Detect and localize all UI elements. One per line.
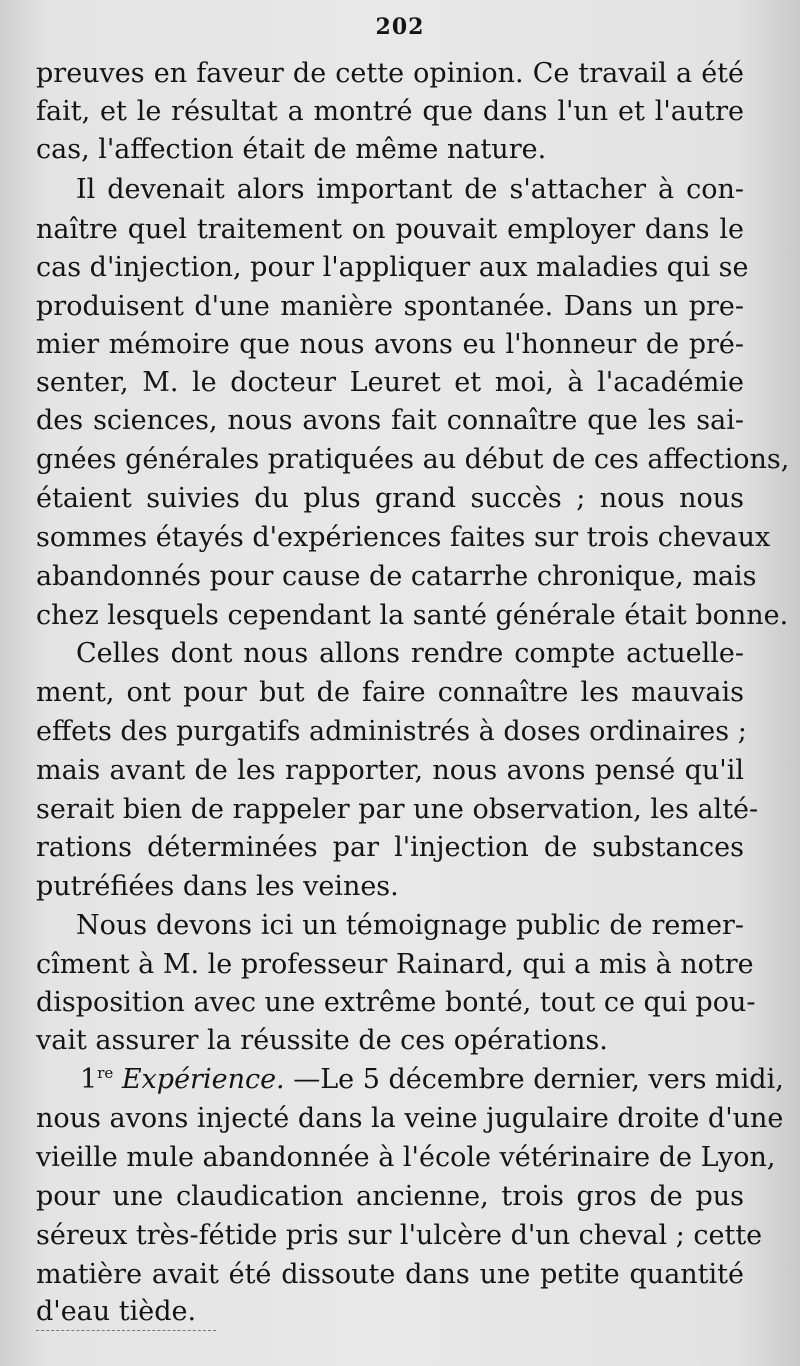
text-line: pour une claudication ancienne, trois gros de pus [36,1181,744,1212]
text-line: rations déterminées par l'injection de substances [36,832,744,863]
footer-rule [36,1330,216,1331]
text-line: naître quel traitement on pouvait employer dans le [36,214,744,245]
text-line: produisent d'une manière spontanée. Dans un pre- [36,291,744,322]
text-line: vait assurer la réussite de ces opérations. [36,1025,608,1056]
text-line: séreux très-fétide pris sur l'ulcère d'un cheval ; cette [36,1220,763,1251]
text-line: sommes étayés d'expériences faites sur trois chevaux [36,522,771,553]
text-line: d'eau tiède. [36,1296,197,1327]
text-line: étaient suivies du plus grand succès ; nous nous [36,483,744,514]
text-line: preuves en faveur de cette opinion. Ce travail a été [36,58,744,89]
experiment-heading-line [80,1061,784,1099]
text-line: senter, M. le docteur Leuret et moi, à l'académie [36,367,744,398]
text-line: mier mémoire que nous avons eu l'honneur de pré- [36,329,744,360]
text-line: mais avant de les rapporter, nous avons pensé qu'il [36,755,744,786]
experiment-title: Expérience. [121,1064,285,1095]
text-line: cas, l'affection était de même nature. [36,134,547,165]
text-line: Celles dont nous allons rendre compte actuelle- [76,638,744,669]
text-line: matière avait été dissoute dans une petite quantité [36,1259,744,1290]
text-line: nous avons injecté dans la veine jugulaire droite d'une [36,1103,784,1134]
text-line: Nous devons ici un témoignage public de remer- [76,910,744,941]
text-line: disposition avec une extrême bonté, tout ce qui pou- [36,987,756,1018]
experiment-number: 1 [80,1064,98,1095]
text-line: fait, et le résultat a montré que dans l'un et l'autre [36,96,744,127]
experiment-number-superscript: re [97,1064,114,1082]
text-line: effets des purgatifs administrés à doses ordinaires ; [36,716,747,747]
text-line: vieille mule abandonnée à l'école vétérinaire de Lyon, [36,1142,776,1173]
text-line: cîment à M. le professeur Rainard, qui a mis à notre [36,949,754,980]
text-line: ment, ont pour but de faire connaître les mauvais [36,677,744,708]
text-line: putréfiées dans les veines. [36,871,399,902]
experiment-text: —Le 5 décembre dernier, vers midi, [284,1064,784,1095]
page-number: 202 [375,14,425,40]
text-line: chez lesquels cependant la santé générale était bonne. [36,600,789,631]
text-line: gnées générales pratiquées au début de ces affections, [36,444,790,475]
text-line: abandonnés pour cause de catarrhe chronique, mais [36,561,757,592]
text-line: serait bien de rappeler par une observation, les alté- [36,794,759,825]
text-line: cas d'injection, pour l'appliquer aux maladies qui se [36,252,749,283]
text-line: Il devenait alors important de s'attacher à con- [76,174,744,205]
text-line: des sciences, nous avons fait connaître que les sai- [36,405,744,436]
